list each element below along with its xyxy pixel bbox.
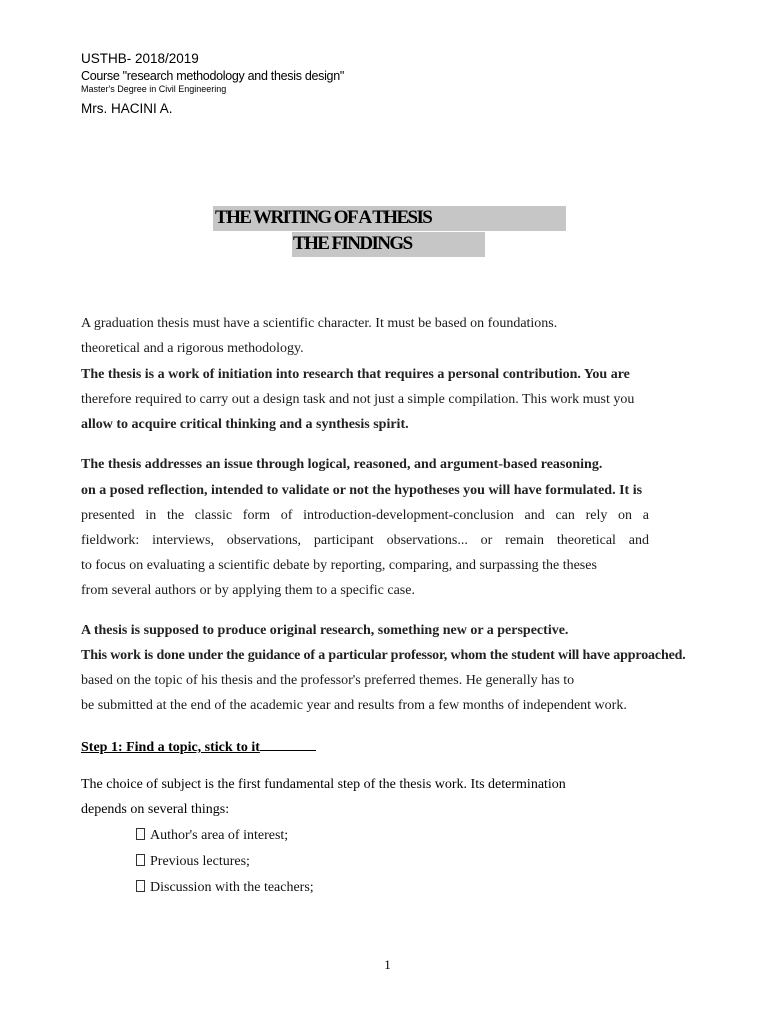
- paragraph2-line: from several authors or by applying them to a specific case.: [81, 583, 415, 598]
- paragraph2-line: on a posed reflection, intended to validate or not the hypotheses you will have formulated. It is: [81, 483, 643, 498]
- bullet-item: [136, 853, 250, 871]
- paragraph1-line: theoretical and a rigorous methodology.: [81, 341, 304, 356]
- bullet-box-icon: [136, 828, 145, 840]
- step1-intro-line: depends on several things:: [81, 802, 230, 817]
- paragraph1-line: therefore required to carry out a design task and not just a simple compilation. This work must you: [81, 392, 635, 407]
- bullet-item: [136, 827, 288, 845]
- paragraph3-line: A thesis is supposed to produce original research, something new or a perspective.: [81, 623, 569, 638]
- step1-heading-text: Step 1: Find a topic, stick to it: [81, 740, 260, 755]
- step1-intro-line: The choice of subject is the first fundamental step of the thesis work. Its determination: [81, 777, 566, 792]
- paragraph2-line: The thesis addresses an issue through logical, reasoned, and argument-based reasoning.: [81, 457, 603, 472]
- header-author: Mrs. HACINI A.: [81, 101, 173, 116]
- page-number: 1: [384, 957, 391, 972]
- step1-heading-underline: [260, 738, 316, 751]
- paragraph1-line: allow to acquire critical thinking and a synthesis spirit.: [81, 417, 409, 432]
- paragraph2-line: presented in the classic form of introduction-development-conclusion and can rely on a: [81, 508, 649, 523]
- bullet-text: Previous lectures;: [150, 854, 250, 869]
- bullet-item: [136, 879, 314, 897]
- header-degree: Master's Degree in Civil Engineering: [81, 84, 227, 94]
- paragraph3-line: based on the topic of his thesis and the professor's preferred themes. He generally has to: [81, 673, 575, 688]
- bullet-box-icon: [136, 854, 145, 866]
- document-title-line1: THE WRITING OF A THESIS: [213, 206, 566, 231]
- paragraph2-line: fieldwork: interviews, observations, participant observations... or remain theoretical and: [81, 533, 649, 548]
- paragraph1-line: The thesis is a work of initiation into research that requires a personal contribution. You are: [81, 367, 630, 382]
- bullet-box-icon: [136, 880, 145, 892]
- header-course-name: Course "research methodology and thesis design": [81, 69, 344, 83]
- document-title-line2: THE FINDINGS: [292, 232, 485, 257]
- bullet-text: Author's area of interest;: [150, 828, 289, 843]
- paragraph1-line: A graduation thesis must have a scientific character. It must be based on foundations.: [81, 316, 558, 331]
- bullet-text: Discussion with the teachers;: [150, 880, 314, 895]
- step1-heading: [81, 738, 316, 756]
- paragraph2-line: to focus on evaluating a scientific debate by reporting, comparing, and surpassing the theses: [81, 558, 597, 573]
- header-institution-year: USTHB- 2018/2019: [81, 51, 199, 66]
- paragraph3-line: be submitted at the end of the academic year and results from a few months of independent work.: [81, 698, 627, 713]
- paragraph3-line: This work is done under the guidance of a particular professor, whom the student will have approached.: [81, 648, 686, 663]
